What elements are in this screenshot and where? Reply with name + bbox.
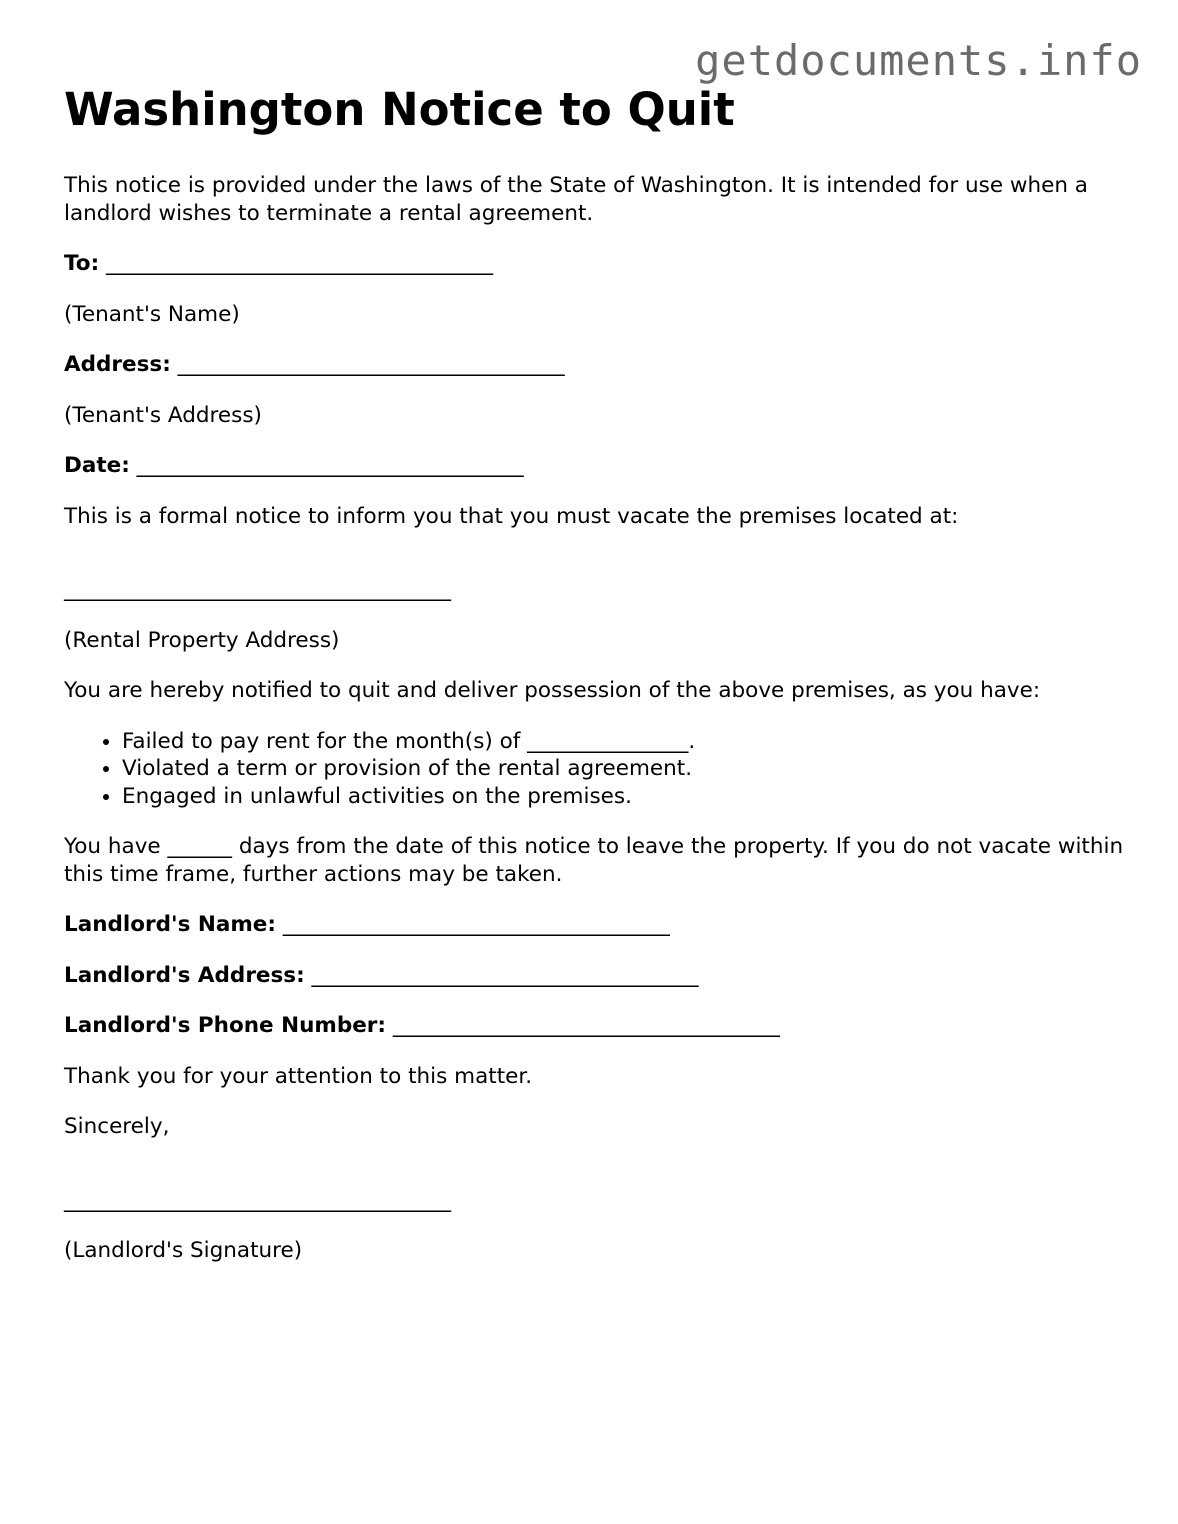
landlord-name-blank[interactable]: ____________________________________	[282, 912, 670, 937]
to-field	[64, 250, 1124, 278]
landlord-address-field	[64, 962, 1124, 990]
landlord-phone-label: Landlord's Phone Number:	[64, 1013, 386, 1038]
reasons-list	[64, 728, 1124, 811]
formal-notice-paragraph: This is a formal notice to inform you that you must vacate the premises located at:	[64, 503, 959, 529]
date-field	[64, 452, 1124, 480]
date-blank[interactable]: ____________________________________	[136, 453, 524, 478]
address-field	[64, 351, 1124, 379]
list-item: • Failed to pay rent for the month(s) of _______________.	[122, 728, 1124, 756]
document-page	[64, 82, 1124, 1288]
landlord-phone-blank[interactable]: ____________________________________	[392, 1013, 780, 1038]
address-caption: (Tenant's Address)	[64, 402, 262, 428]
page-title: Washington Notice to Quit	[64, 83, 735, 136]
closing-text: Sincerely,	[64, 1114, 170, 1139]
property-field	[64, 576, 1124, 604]
landlord-address-label: Landlord's Address:	[64, 962, 305, 988]
property-blank[interactable]: ____________________________________	[64, 577, 451, 602]
property-caption: (Rental Property Address)	[64, 627, 340, 653]
landlord-name-label: Landlord's Name:	[64, 912, 276, 937]
to-blank[interactable]: ____________________________________	[106, 251, 494, 276]
to-label: To:	[64, 251, 100, 276]
date-label: Date:	[64, 453, 130, 478]
signature-field	[64, 1187, 1124, 1215]
thanks-paragraph: Thank you for your attention to this matter.	[64, 1063, 533, 1089]
landlord-address-blank[interactable]: ____________________________________	[311, 962, 699, 988]
signature-blank[interactable]: ____________________________________	[64, 1187, 451, 1213]
to-caption: (Tenant's Name)	[64, 301, 240, 327]
notified-paragraph: You are hereby notified to quit and deliver possession of the above premises, as you have:	[64, 678, 1041, 703]
address-blank[interactable]: ____________________________________	[177, 352, 565, 377]
list-item: • Engaged in unlawful activities on the premises.	[122, 783, 1124, 811]
days-notice-paragraph: You have ______ days from the date of this notice to leave the property. If you do not vacate within this time frame, further actions may be taken.	[64, 834, 1124, 887]
landlord-name-field	[64, 911, 1124, 939]
address-label: Address:	[64, 352, 171, 377]
landlord-phone-field	[64, 1012, 1124, 1040]
watermark: getdocuments.info	[695, 36, 1142, 85]
signature-caption: (Landlord's Signature)	[64, 1238, 303, 1263]
intro-paragraph: This notice is provided under the laws of the State of Washington. It is intended for use when a landlord wishes to terminate a rental agreement.	[64, 173, 1088, 226]
list-item: • Violated a term or provision of the rental agreement.	[122, 755, 1124, 783]
